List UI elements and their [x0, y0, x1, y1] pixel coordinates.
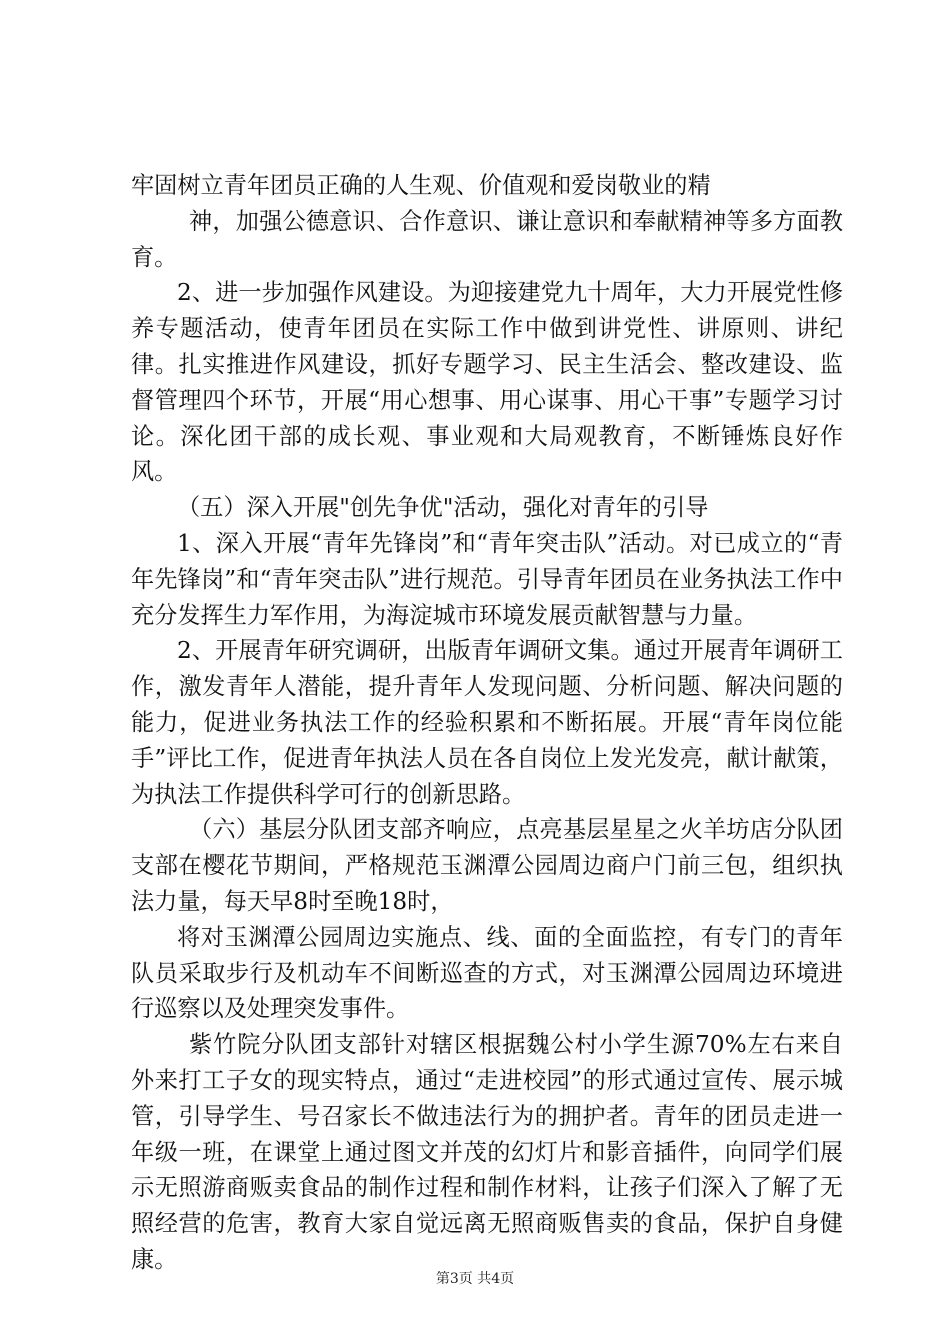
section-heading-6: （六）基层分队团支部齐响应，点亮基层星星之火羊坊店分队团支部在樱花节期间，严格规范玉渊潭公园周边商户门前三包，组织执法力量，每天早8时至晚18时，	[131, 816, 843, 915]
paragraph-1: 牢固树立青年团员正确的人生观、价值观和爱岗敬业的精	[131, 172, 711, 199]
paragraph-2: 神，加强公德意识、合作意识、谦让意识和奉献精神等多方面教育。	[131, 207, 843, 271]
document-body	[131, 168, 843, 1278]
paragraph-3: 2、进一步加强作风建设。为迎接建党九十周年，大力开展党性修养专题活动，使青年团员在实际工作中做到讲党性、讲原则、讲纪律。扎实推进作风建设，抓好专题学习、民主生活会、整改建设、监督管理四个环节，开展“用心想事、用心谋事、用心干事”专题学习讨论。深化团干部的成长观、事业观和大局观教育，不断锤炼良好作风。	[131, 279, 843, 486]
page-footer: 第3页 共4页	[435, 1271, 515, 1287]
paragraph-5: 2、开展青年研究调研，出版青年调研文集。通过开展青年调研工作，激发青年人潜能，提升青年人发现问题、分析问题、解决问题的能力，促进业务执法工作的经验积累和不断拓展。开展“青年岗位能手”评比工作，促进青年执法人员在各自岗位上发光发亮，献计献策，为执法工作提供科学可行的创新思路。	[131, 637, 843, 808]
section-heading-5: （五）深入开展"创先争优"活动，强化对青年的引导	[177, 494, 709, 522]
paragraph-4: 1、深入开展“青年先锋岗”和“青年突击队”活动。对已成立的“青年先锋岗”和“青年突击队”进行规范。引导青年团员在业务执法工作中充分发挥生力军作用，为海淀城市环境发展贡献智慧与力量。	[131, 529, 843, 629]
paragraph-6: 将对玉渊潭公园周边实施点、线、面的全面监控，有专门的青年队员采取步行及机动车不间断巡查的方式，对玉渊潭公园周边环境进行巡察以及处理突发事件。	[131, 923, 843, 1023]
paragraph-7: 紫竹院分队团支部针对辖区根据魏公村小学生源70%左右来自外来打工子女的现实特点，通过“走进校园”的形式通过宣传、展示城管，引导学生、号召家长不做违法行为的拥护者。青年的团员走进一年级一班，在课堂上通过图文并茂的幻灯片和影音插件，向同学们展示无照游商贩卖食品的制作过程和制作材料，让孩子们深入了解了无照经营的危害，教育大家自觉远离无照商贩售卖的食品，保护自身健康。	[131, 1031, 843, 1273]
